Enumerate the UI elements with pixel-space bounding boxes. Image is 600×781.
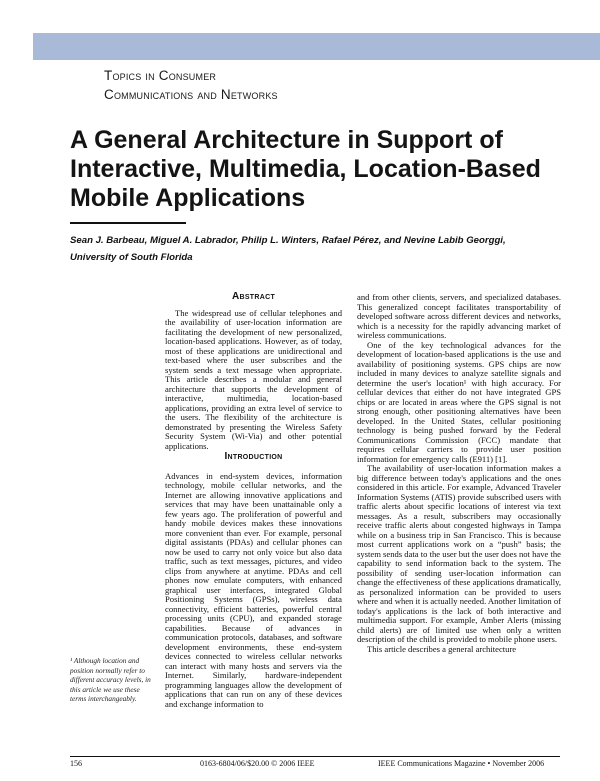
right-paragraph-4: This article describes a general architecture xyxy=(367,643,517,654)
journal-footer: IEEE Communications Magazine • November 2006 xyxy=(378,759,545,768)
abstract-text: The widespread use of cellular telephones and the availability of user-location information are facilitating the development of new personalized, location-based applications. However, as of today, most of these applications are unidirectional and text-based where the user subscribes and the system sends a text message when appropriate. This article describes a modular and general architecture that supports the development of interactive, multimedia, location-based applications, providing an extra level of service to the users. The flexibility of the architecture is demonstrated by presenting the Wireless Safety Security System (Wi-Via) and other potential applications. xyxy=(165,307,342,451)
footnote: ¹ Although location and position normally refer to different accuracy levels, in this article we use these terms interchangeably. xyxy=(70,656,151,703)
section-label-line2: Communications and Networks xyxy=(104,87,278,102)
section-label xyxy=(104,66,464,104)
author-affiliation: University of South Florida xyxy=(70,252,193,263)
right-paragraph-2: One of the key technological advances for the development of location-based applications is the use and availability of positioning systems. GPS chips are now included in many devices to analyze satellite signals and determine the user's location¹ with high accuracy. For cellular devices that either do not have integrated GPS chips or are located in areas where the GPS signal is not strong enough, other positioning alternatives have been developed. In the United States, cellular positioning technology is being pushed forward by the Federal Communications Commission (FCC) mandate that requires cellular carriers to provide user position information for emergency calls (E911) [1]. xyxy=(357,339,561,464)
copyright-code: 0163-6804/06/$20.00 © 2006 IEEE xyxy=(200,759,315,768)
abstract-section xyxy=(165,292,342,451)
abstract-heading: Abstract xyxy=(231,291,276,302)
section-label-line1: Topics in Consumer xyxy=(104,68,217,83)
title-rule xyxy=(70,222,186,224)
footer-rule xyxy=(70,756,560,757)
right-paragraph-1: and from other clients, servers, and specialized databases. This generalized concept facilitates transportability of developed software across different devices and networks, which is a necessity for the rapidly advancing market of wireless communications. xyxy=(357,292,561,340)
article-title: A General Architecture in Support of Interactive, Multimedia, Location-Based Mobile Applications xyxy=(70,126,541,212)
author-list: Sean J. Barbeau, Miguel A. Labrador, Philip L. Winters, Rafael Pérez, and Nevine Labib Georggi, xyxy=(70,235,506,246)
introduction-text: Advances in end-system devices, information technology, mobile cellular networks, and the Internet are allowing innovative applications and services that may have been unattainable only a few years ago. The proliferation of powerful and handy mobile devices makes these innovations more convenient than ever. For example, personal digital assistants (PDAs) and cellular phones can now be used to carry not only voice but also data traffic, such as text messages, pictures, and video clips from anywhere at anytime. PDAs and cell phones now emulate computers, with enhanced graphical user interfaces, integrated Global Positioning Systems (GPSs), wireless data connectivity, efficient batteries, powerful central processing units (CPU), and expanded storage capabilities. Because of advances in communication protocols, databases, and software development environments, these end-system devices connected to wireless cellular networks can interact with many hosts and servers via the Internet. Similarly, hardware-independent programming languages allow the development of applications that can run on any of these devices and exchange information to xyxy=(165,470,342,709)
introduction-section xyxy=(165,452,342,709)
header-color-band xyxy=(33,33,600,60)
right-paragraph-3: The availability of user-location information makes a big difference between today's applications and the ones considered in this article. For example, Advanced Traveler Information Systems (ATIS) provide subscribed users with traffic alerts about specific locations of interest via text messages. As a result, subscribers may occasionally receive traffic alerts about congested highways in Tampa while on a business trip in San Francisco. This is because most current applications work on a “push” basis; the system sends data to the user but the user does not have the capability to send information back to the system. The possibility of sending user-location information can change the effectiveness of these applications dramatically, as personalized information can be provided to users where and when it is actually needed. Another limitation of today's applications is the lack of both interactive and multimedia support. For example, Amber Alerts (missing child alerts) are of limited use when only a written description of the child is provided to mobile phone users. xyxy=(357,463,561,644)
right-column xyxy=(357,293,561,654)
page-number: 156 xyxy=(70,759,82,768)
author-block xyxy=(70,232,570,266)
introduction-heading: Introduction xyxy=(224,451,283,462)
